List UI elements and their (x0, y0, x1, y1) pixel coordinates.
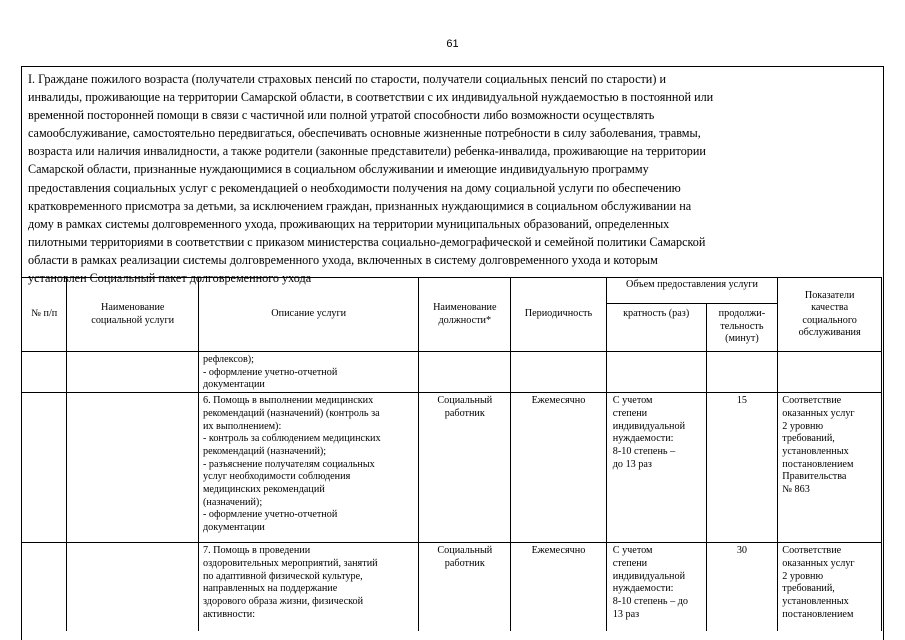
frequency-line: до 13 раз (612, 458, 652, 470)
table-header-row (22, 278, 882, 304)
description-line: активности: (202, 608, 256, 620)
cell-periodicity: Ежемесячно (511, 393, 607, 543)
frequency-line: индивидуальной (612, 420, 686, 432)
description-line: медицинских рекомендаций (202, 484, 325, 496)
table-row (22, 393, 882, 543)
description-line: здорового образа жизни, физической (202, 595, 364, 607)
cell-frequency (606, 393, 706, 543)
section-heading-line: самообслуживание, самостоятельно передвигаться, обеспечивать основные жизненные потребности в силу заболевания, травмы, (28, 126, 701, 141)
description-line: рефлексов); (202, 354, 255, 365)
table-row (22, 352, 882, 393)
header-quality: Показатели качества социального обслуживания (778, 278, 882, 352)
description-line: 6. Помощь в выполнении медицинских (202, 395, 374, 407)
cell-num (22, 543, 67, 631)
section-heading (28, 70, 878, 287)
cell-service-name (67, 352, 198, 393)
document-frame (21, 66, 884, 640)
section-heading-line: пилотными территориями в соответствии с приказом министерства социально-демографической и семейной политики Самарской (28, 234, 706, 249)
quality-line: требований, (782, 583, 835, 595)
position-line: работник (444, 557, 485, 569)
description-line: их выполнением): (202, 420, 282, 432)
cell-duration: 30 (706, 543, 778, 631)
page-number: 61 (446, 38, 459, 50)
position-line: работник (444, 407, 485, 419)
quality-line: 2 уровню (782, 420, 824, 432)
section-heading-line: установлен Социальный пакет долговременного ухода (28, 271, 312, 286)
description-line: по адаптивной физической культуре, (202, 570, 363, 582)
description-line: рекомендаций (назначений) (контроль за (202, 407, 380, 419)
section-heading-line: временной посторонней помощи в связи с частичной или полной утратой способности либо возможности осуществлять (28, 108, 655, 123)
cell-quality (778, 543, 882, 631)
cell-periodicity: Ежемесячно (511, 543, 607, 631)
frequency-line: С учетом (612, 395, 653, 407)
section-heading-line: предоставления социальных услуг с рекомендацией о необходимости получения на дому социальной услуги по обеспечению (28, 180, 681, 195)
header-frequency: кратность (раз) (606, 304, 706, 352)
frequency-line: 8-10 степень – (612, 445, 676, 457)
description-line: услуг необходимости соблюдения (202, 471, 351, 483)
section-heading-line: инвалиды, проживающие на территории Самарской области, в соответствии с их индивидуальной нуждаемостью в постоянной или (28, 90, 714, 105)
quality-line: оказанных услуг (782, 557, 855, 569)
description-line: (назначений); (202, 496, 263, 508)
header-duration: продолжи- тельность (минут) (706, 304, 778, 352)
quality-line: Соответствие (782, 395, 842, 407)
description-line: направленных на поддержание (202, 583, 338, 595)
cell-num (22, 393, 67, 543)
description-line: - оформление учетно-отчетной (202, 366, 338, 378)
header-volume: Объем предоставления услуги (606, 278, 778, 304)
table-row (22, 543, 882, 631)
frequency-line: 13 раз (612, 608, 640, 620)
section-heading-line: возраста или наличия инвалидности, а также родители (законные представители) ребенка-инвалида, проживающие на территории (28, 144, 706, 159)
cell-quality (778, 393, 882, 543)
frequency-line: степени (612, 557, 648, 569)
header-service-name: Наименование социальной услуги (67, 278, 198, 352)
description-line: документации (202, 522, 265, 534)
frequency-line: С учетом (612, 545, 653, 557)
header-description: Описание услуги (198, 278, 418, 352)
quality-line: оказанных услуг (782, 407, 855, 419)
cell-position (419, 352, 511, 393)
frequency-line: степени (612, 407, 648, 419)
cell-quality (778, 352, 882, 393)
description-line: рекомендаций (назначений); (202, 445, 327, 457)
quality-line: требований, (782, 433, 835, 445)
frequency-line: нуждаемости: (612, 583, 674, 595)
section-heading-line: дому в рамках системы долговременного ухода, проживающих на территории муниципальных образований, определенных (28, 216, 670, 231)
cell-service-name (67, 393, 198, 543)
header-num: № п/п (22, 278, 67, 352)
quality-line: № 863 (782, 484, 810, 496)
cell-periodicity (511, 352, 607, 393)
description-line: - оформление учетно-отчетной (202, 509, 338, 521)
quality-line: Соответствие (782, 545, 842, 557)
quality-line: Правительства (782, 471, 847, 483)
cell-frequency (606, 543, 706, 631)
position-line: Социальный (437, 395, 493, 407)
header-position: Наименование должности* (419, 278, 511, 352)
cell-frequency (606, 352, 706, 393)
section-heading-line: Самарской области, признанные нуждающимися в социальном обслуживании и имеющие индивидуальную программу (28, 162, 649, 177)
frequency-line: 8-10 степень – до (612, 595, 689, 607)
section-heading-line: I. Граждане пожилого возраста (получатели страховых пенсий по старости, получатели социальных пенсий по старости) и (28, 72, 666, 86)
frequency-line: нуждаемости: (612, 433, 674, 445)
description-line: - контроль за соблюдением медицинских (202, 433, 381, 445)
cell-description (198, 352, 418, 393)
quality-line: установленных (782, 445, 849, 457)
section-heading-line: кратковременного присмотра за детьми, за исключением граждан, признанных нуждающимися в социальном обслуживании на (28, 198, 692, 213)
description-line: документации (202, 379, 265, 391)
description-line: - разъяснение получателям социальных (202, 458, 375, 470)
cell-description (198, 543, 418, 631)
cell-duration: 15 (706, 393, 778, 543)
position-line: Социальный (437, 545, 493, 557)
description-line: 7. Помощь в проведении (202, 545, 311, 557)
quality-line: установленных (782, 595, 849, 607)
cell-position (419, 543, 511, 631)
cell-num (22, 352, 67, 393)
description-line: оздоровительных мероприятий, занятий (202, 557, 378, 569)
cell-description (198, 393, 418, 543)
header-periodicity: Периодичность (511, 278, 607, 352)
frequency-line: индивидуальной (612, 570, 686, 582)
quality-line: постановлением (782, 608, 854, 620)
cell-service-name (67, 543, 198, 631)
services-table (21, 277, 882, 631)
cell-position (419, 393, 511, 543)
section-heading-line: области в рамках реализации системы долговременного ухода, включенных в систему долговременного ухода и которым (28, 252, 658, 267)
cell-duration (706, 352, 778, 393)
quality-line: постановлением (782, 458, 854, 470)
quality-line: 2 уровню (782, 570, 824, 582)
